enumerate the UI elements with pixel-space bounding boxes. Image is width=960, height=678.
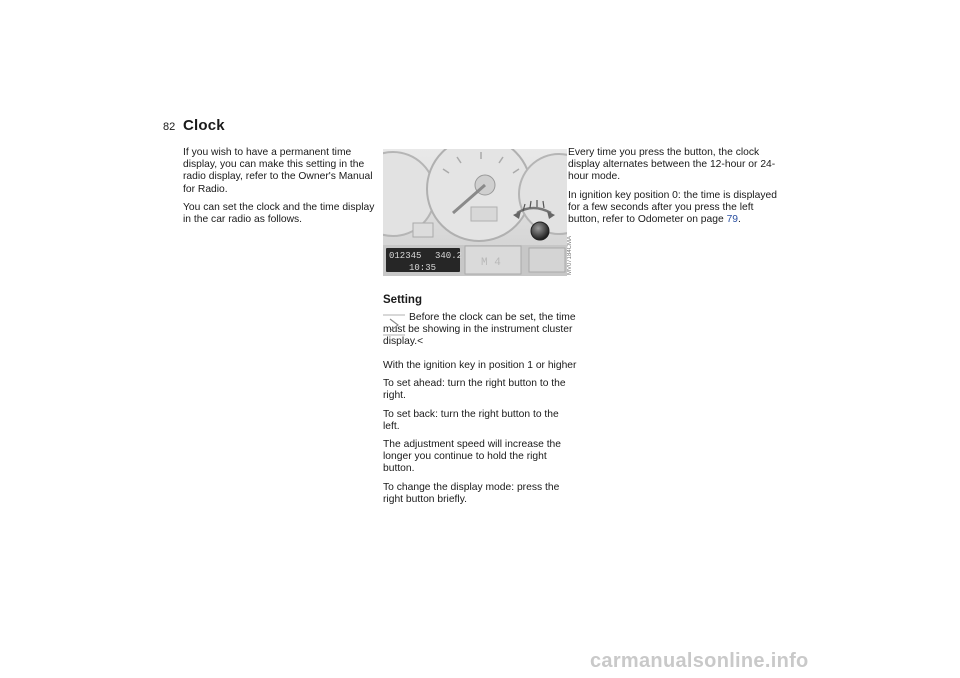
note-arrow-icon — [383, 314, 405, 336]
page-reference-link[interactable]: 79 — [726, 214, 739, 226]
setting-paragraph: To change the display mode: press the right button briefly. — [383, 481, 560, 505]
note-end-marker: < — [417, 336, 424, 348]
note-block — [383, 312, 578, 349]
ignition-paragraph — [568, 190, 778, 227]
trip-readout: 340.2 — [435, 251, 463, 261]
watermark: carmanualsonline.info — [590, 650, 809, 672]
instrument-cluster-photo — [383, 149, 567, 276]
gear-readout: M 4 — [481, 257, 501, 269]
intro-paragraph: You can set the clock and the time display in the car radio as follows. — [183, 201, 375, 226]
ignition-text: In ignition key position 0: the time is displayed for a few seconds after you press the left button, refer to Odometer on page — [568, 189, 777, 226]
setting-column — [383, 360, 578, 512]
setting-paragraph: To set back: turn the right button to the left. — [383, 408, 559, 432]
intro-paragraph: If you wish to have a permanent time display, you can make this setting in the radio display, refer to the Owner's Manual for Radio. — [183, 147, 373, 195]
ignition-end: . — [738, 214, 741, 226]
intro-column — [183, 147, 378, 232]
odometer-readout: 012345 — [389, 251, 422, 261]
page-number: 82 — [163, 121, 176, 133]
setting-paragraph: With the ignition key in position 1 or higher — [383, 360, 577, 371]
note-text: Before the clock can be set, the time must be showing in the instrument cluster display. — [383, 312, 576, 348]
mode-column — [568, 147, 778, 232]
mode-paragraph: Every time you press the button, the clock display alternates between the 12-hour or 24-hour mode. — [568, 147, 776, 183]
setting-paragraph: To set ahead: turn the right button to the right. — [383, 378, 566, 402]
setting-paragraph: The adjustment speed will increase the longer you continue to hold the right button. — [383, 439, 562, 475]
section-heading: Setting — [383, 294, 422, 306]
clock-readout: 10:35 — [409, 263, 437, 273]
figure-code: MV07184CMA — [567, 236, 573, 276]
page-title: Clock — [183, 117, 225, 134]
